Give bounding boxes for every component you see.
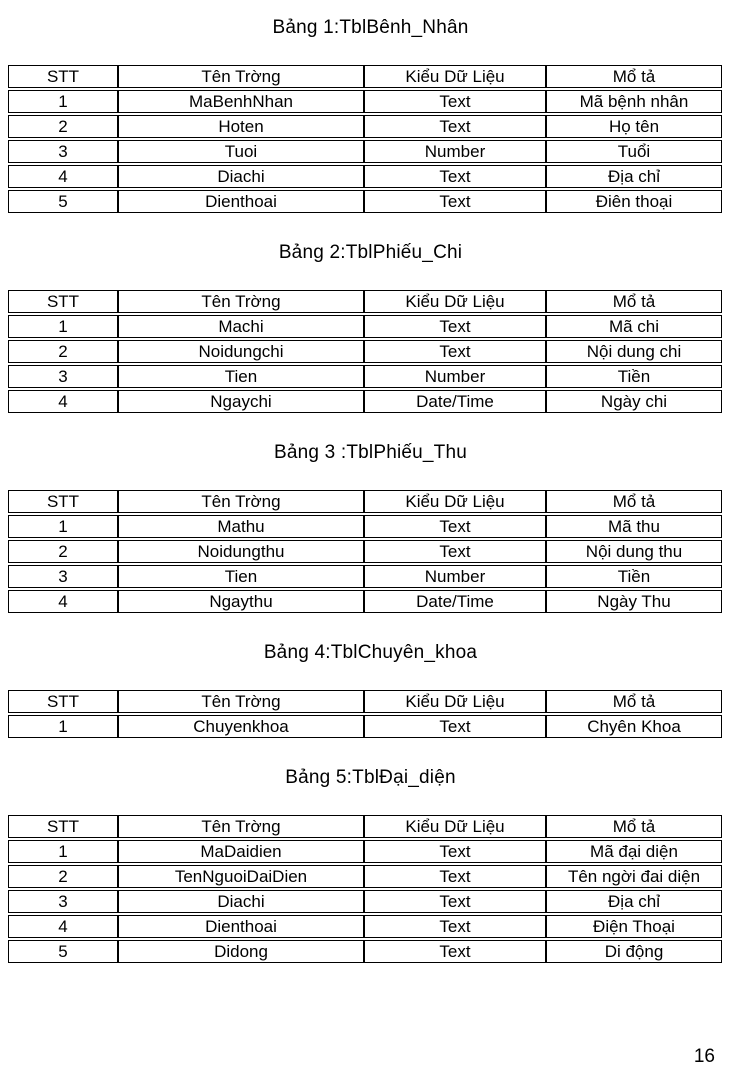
table-cell: Text bbox=[364, 840, 546, 863]
table-row bbox=[8, 340, 722, 363]
table-cell: Text bbox=[364, 315, 546, 338]
table-section bbox=[0, 441, 741, 615]
table-cell: Text bbox=[364, 115, 546, 138]
table-title: Bảng 5:TblĐại_diện bbox=[285, 767, 456, 788]
table-title: Bảng 1:TblBênh_Nhân bbox=[272, 17, 469, 38]
table-cell: 4 bbox=[8, 165, 118, 188]
table-row bbox=[8, 840, 722, 863]
table-cell: Mã bệnh nhân bbox=[546, 90, 722, 113]
table-cell: 1 bbox=[8, 315, 118, 338]
table-cell: Text bbox=[364, 540, 546, 563]
table-cell: Text bbox=[364, 190, 546, 213]
table-row bbox=[8, 915, 722, 938]
table-cell: Text bbox=[364, 90, 546, 113]
table-title: Bảng 2:TblPhiếu_Chi bbox=[278, 242, 463, 263]
column-header: STT bbox=[8, 690, 118, 713]
table-row bbox=[8, 940, 722, 963]
table-row bbox=[8, 715, 722, 738]
table-cell: Tên ngời đai diện bbox=[546, 865, 722, 888]
table-cell: Text bbox=[364, 715, 546, 738]
table-cell: 5 bbox=[8, 190, 118, 213]
table-cell: Địa chỉ bbox=[546, 165, 722, 188]
column-header: Kiểu Dữ Liệu bbox=[364, 690, 546, 713]
table-cell: Ngaychi bbox=[118, 390, 364, 413]
table-cell: Tien bbox=[118, 365, 364, 388]
column-header: STT bbox=[8, 65, 118, 88]
table-cell: Mã đại diện bbox=[546, 840, 722, 863]
schema-table bbox=[8, 488, 722, 615]
column-header: Mổ tả bbox=[546, 815, 722, 838]
table-cell: Didong bbox=[118, 940, 364, 963]
table-section bbox=[0, 766, 741, 965]
table-cell: 3 bbox=[8, 890, 118, 913]
column-header: Tên Trờng bbox=[118, 290, 364, 313]
table-cell: 3 bbox=[8, 565, 118, 588]
table-row bbox=[8, 190, 722, 213]
table-cell: Diachi bbox=[118, 890, 364, 913]
table-cell: Chuyenkhoa bbox=[118, 715, 364, 738]
table-cell: Number bbox=[364, 140, 546, 163]
table-cell: Họ tên bbox=[546, 115, 722, 138]
table-row bbox=[8, 565, 722, 588]
table-row bbox=[8, 590, 722, 613]
table-cell: Dienthoai bbox=[118, 190, 364, 213]
table-cell: 1 bbox=[8, 515, 118, 538]
table-section bbox=[0, 641, 741, 740]
table-cell: Tuoi bbox=[118, 140, 364, 163]
table-row bbox=[8, 365, 722, 388]
table-cell: Text bbox=[364, 940, 546, 963]
tables-container bbox=[0, 16, 741, 965]
column-header: Tên Trờng bbox=[118, 815, 364, 838]
table-cell: Mã chi bbox=[546, 315, 722, 338]
table-cell: Di động bbox=[546, 940, 722, 963]
column-header: Mổ tả bbox=[546, 290, 722, 313]
header-row bbox=[8, 815, 722, 838]
schema-table bbox=[8, 63, 722, 215]
column-header: Kiểu Dữ Liệu bbox=[364, 65, 546, 88]
table-row bbox=[8, 115, 722, 138]
table-cell: Điện Thoại bbox=[546, 915, 722, 938]
table-cell: 1 bbox=[8, 715, 118, 738]
column-header: Kiểu Dữ Liệu bbox=[364, 290, 546, 313]
column-header: Mổ tả bbox=[546, 490, 722, 513]
schema-table bbox=[8, 813, 722, 965]
table-cell: 1 bbox=[8, 840, 118, 863]
table-cell: Text bbox=[364, 165, 546, 188]
table-cell: Mathu bbox=[118, 515, 364, 538]
table-cell: 3 bbox=[8, 365, 118, 388]
table-cell: Text bbox=[364, 915, 546, 938]
column-header: Mổ tả bbox=[546, 65, 722, 88]
table-cell: 4 bbox=[8, 390, 118, 413]
table-cell: Text bbox=[364, 340, 546, 363]
table-cell: 1 bbox=[8, 90, 118, 113]
header-row bbox=[8, 690, 722, 713]
table-cell: Ngày Thu bbox=[546, 590, 722, 613]
column-header: STT bbox=[8, 490, 118, 513]
column-header: Tên Trờng bbox=[118, 690, 364, 713]
table-cell: Date/Time bbox=[364, 590, 546, 613]
table-cell: Text bbox=[364, 515, 546, 538]
header-row bbox=[8, 290, 722, 313]
table-cell: 5 bbox=[8, 940, 118, 963]
table-cell: 4 bbox=[8, 915, 118, 938]
table-cell: 2 bbox=[8, 115, 118, 138]
table-cell: Nội dung thu bbox=[546, 540, 722, 563]
table-section bbox=[0, 241, 741, 415]
table-cell: Nội dung chi bbox=[546, 340, 722, 363]
column-header: Kiểu Dữ Liệu bbox=[364, 490, 546, 513]
table-cell: MaDaidien bbox=[118, 840, 364, 863]
column-header: Kiểu Dữ Liệu bbox=[364, 815, 546, 838]
table-row bbox=[8, 90, 722, 113]
table-cell: Tuổi bbox=[546, 140, 722, 163]
table-row bbox=[8, 865, 722, 888]
table-section bbox=[0, 16, 741, 215]
table-cell: 2 bbox=[8, 865, 118, 888]
table-cell: 2 bbox=[8, 340, 118, 363]
table-cell: Mã thu bbox=[546, 515, 722, 538]
column-header: Mổ tả bbox=[546, 690, 722, 713]
table-cell: Tien bbox=[118, 565, 364, 588]
table-cell: Diachi bbox=[118, 165, 364, 188]
table-cell: Địa chỉ bbox=[546, 890, 722, 913]
table-row bbox=[8, 140, 722, 163]
table-cell: 3 bbox=[8, 140, 118, 163]
column-header: Tên Trờng bbox=[118, 490, 364, 513]
table-cell: TenNguoiDaiDien bbox=[118, 865, 364, 888]
header-row bbox=[8, 490, 722, 513]
table-cell: Date/Time bbox=[364, 390, 546, 413]
table-cell: Noidungthu bbox=[118, 540, 364, 563]
schema-table bbox=[8, 288, 722, 415]
column-header: Tên Trờng bbox=[118, 65, 364, 88]
table-row bbox=[8, 540, 722, 563]
table-cell: Noidungchi bbox=[118, 340, 364, 363]
table-cell: 2 bbox=[8, 540, 118, 563]
table-cell: Number bbox=[364, 565, 546, 588]
table-cell: Text bbox=[364, 865, 546, 888]
table-cell: Ngaythu bbox=[118, 590, 364, 613]
table-cell: Ngày chi bbox=[546, 390, 722, 413]
table-row bbox=[8, 165, 722, 188]
header-row bbox=[8, 65, 722, 88]
table-row bbox=[8, 390, 722, 413]
schema-table bbox=[8, 688, 722, 740]
table-row bbox=[8, 515, 722, 538]
page-number: 16 bbox=[693, 1046, 715, 1067]
table-cell: Dienthoai bbox=[118, 915, 364, 938]
table-cell: 4 bbox=[8, 590, 118, 613]
table-cell: Tiền bbox=[546, 565, 722, 588]
table-cell: Text bbox=[364, 890, 546, 913]
column-header: STT bbox=[8, 815, 118, 838]
table-title: Bảng 4:TblChuyên_khoa bbox=[263, 642, 478, 663]
table-cell: Machi bbox=[118, 315, 364, 338]
table-cell: Hoten bbox=[118, 115, 364, 138]
column-header: STT bbox=[8, 290, 118, 313]
table-title: Bảng 3 :TblPhiếu_Thu bbox=[273, 442, 468, 463]
table-cell: Number bbox=[364, 365, 546, 388]
table-cell: Tiền bbox=[546, 365, 722, 388]
table-cell: Điên thoại bbox=[546, 190, 722, 213]
table-cell: Chyên Khoa bbox=[546, 715, 722, 738]
table-row bbox=[8, 315, 722, 338]
table-cell: MaBenhNhan bbox=[118, 90, 364, 113]
table-row bbox=[8, 890, 722, 913]
